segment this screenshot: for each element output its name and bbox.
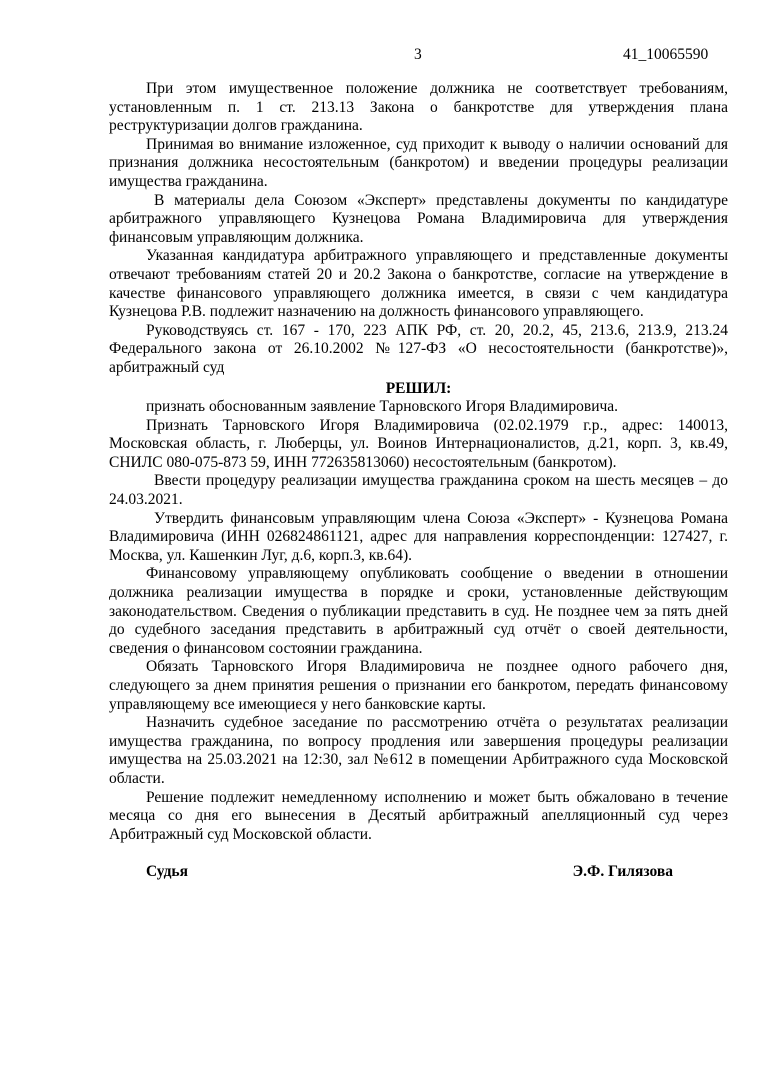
judge-title: Судья (146, 863, 189, 880)
decision-paragraph: Признать Тарновского Игоря Владимировича (02.02.1979 г.р., адрес: 140013, Московская область, г. Люберцы, ул. Воинов Интернационалистов, д.21, корп. 3, кв.49, СНИЛС 080-075-873 59, ИНН 772635813060) несостоятельным (банкротом). (109, 416, 728, 471)
paragraph: Принимая во внимание изложенное, суд приходит к выводу о наличии оснований для признания должника несостоятельным (банкротом) и введении процедуры реализации имущества гражданина. (109, 135, 728, 190)
decision-paragraph: Утвердить финансовым управляющим члена Союза «Эксперт» - Кузнецова Романа Владимировича (ИНН 026824861121, адрес для направления корреспонденции: 127427, г. Москва, ул. Кашенкин Луг, д.6, корп.3, кв.64). (109, 509, 728, 564)
case-id: 41_10065590 (623, 46, 709, 63)
decision-paragraph: Решение подлежит немедленному исполнению и может быть обжаловано в течение месяца со дня его вынесения в Десятый арбитражный апелляционный суд через Арбитражный суд Московской области. (109, 788, 728, 843)
page-header (0, 46, 764, 66)
decision-heading: РЕШИЛ: (385, 379, 452, 397)
decision-paragraph: Финансовому управляющему опубликовать сообщение о введении в отношении должника реализации имущества в порядке и сроки, установленные действующим законодательством. Сведения о публикации представить в суд. Не позднее чем за пять дней до судебного заседания представить в арбитражный суд отчёт о своей деятельности, сведения о финансовом состоянии гражданина. (109, 565, 728, 657)
judge-name: Э.Ф. Гилязова (572, 863, 673, 880)
decision-paragraph: Обязать Тарновского Игоря Владимировича не позднее одного рабочего дня, следующего за днем принятия решения о признании его банкротом, передать финансовому управляющему все имеющиеся у него банковские карты. (109, 658, 728, 713)
decision-paragraph: Ввести процедуру реализации имущества гражданина сроком на шесть месяцев – до 24.03.2021. (109, 472, 728, 509)
document-body (109, 80, 728, 844)
paragraph: В материалы дела Союзом «Эксперт» представлены документы по кандидатуре арбитражного управляющего Кузнецова Романа Владимировича для утверждения финансовым управляющим должника. (109, 191, 728, 246)
paragraph: Руководствуясь ст. 167 - 170, 223 АПК РФ, ст. 20, 20.2, 45, 213.6, 213.9, 213.24 Федерального закона от 26.10.2002 №127-ФЗ «О несостоятельности (банкротстве)», арбитражный суд (109, 321, 728, 376)
decision-paragraph: признать обоснованным заявление Тарновского Игоря Владимировича. (146, 398, 619, 416)
paragraph: Указанная кандидатура арбитражного управляющего и представленные документы отвечают требованиям статей 20 и 20.2 Закона о банкротстве, согласие на утверждение в качестве финансового управляющего должника имеется, в связи с чем кандидатура Кузнецова Р.В. подлежит назначению на должность финансового управляющего. (109, 247, 728, 321)
decision-paragraph: Назначить судебное заседание по рассмотрению отчёта о результатах реализации имущества гражданина, по вопросу продления или завершения процедуры реализации имущества на 25.03.2021 на 12:30, зал №612 в помещении Арбитражного суда Московской области. (109, 714, 728, 787)
page-number: 3 (414, 46, 422, 63)
paragraph: При этом имущественное положение должника не соответствует требованиям, установленным п. 1 ст. 213.13 Закона о банкротстве для утверждения плана реструктуризации долгов гражданина. (109, 80, 728, 135)
